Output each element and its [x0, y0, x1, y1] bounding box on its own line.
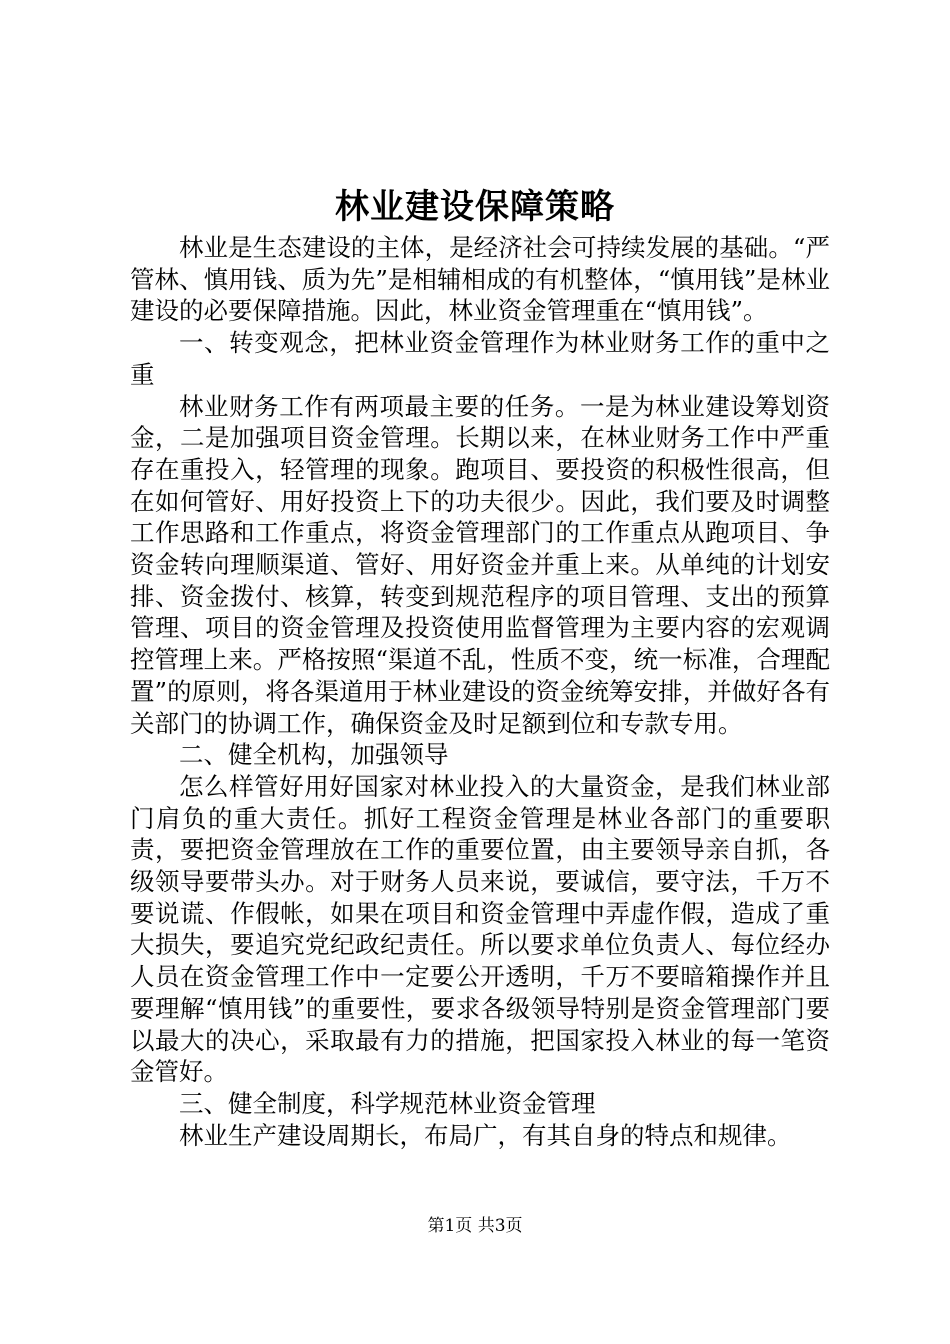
- section-heading-2: 二、健全机构，加强领导: [179, 740, 449, 770]
- document-title: 林业建设保障策略: [335, 187, 615, 227]
- paragraph-intro: 林业是生态建设的主体，是经济社会可持续发展的基础。“严管林、慎用钱、质为先”是相辅相成的有机整体，“慎用钱”是林业建设的必要保障措施。因此，林业资金管理重在“慎用钱”。: [130, 233, 830, 326]
- section-heading-1: 一、转变观念，把林业资金管理作为林业财务工作的重中之重: [130, 328, 830, 389]
- paragraph-section-2: 怎么样管好用好国家对林业投入的大量资金，是我们林业部门肩负的重大责任。抓好工程资金管理是林业各部门的重要职责，要把资金管理放在工作的重要位置，由主要领导亲自抓，各级领导要带头办。对于财务人员来说，要诚信，要守法，千万不要说谎、作假帐，如果在项目和资金管理中弄虚作假，造成了重大损失，要追究党纪政纪责任。所以要求单位负责人、每位经办人员在资金管理工作中一定要公开透明，千万不要暗箱操作并且要理解“慎用钱”的重要性，要求各级领导特别是资金管理部门要以最大的决心，采取最有力的措施，把国家投入林业的每一笔资金管好。: [130, 771, 830, 1087]
- document-body: [130, 232, 830, 1151]
- page-number-footer: 第1页 共3页: [427, 1216, 523, 1236]
- paragraph-section-1: 林业财务工作有两项最主要的任务。一是为林业建设筹划资金，二是加强项目资金管理。长期以来，在林业财务工作中严重存在重投入，轻管理的现象。跑项目、要投资的积极性很高，但在如何管好、用好投资上下的功夫很少。因此，我们要及时调整工作思路和工作重点，将资金管理部门的工作重点从跑项目、争资金转向理顺渠道、管好、用好资金并重上来。从单纯的计划安排、资金拨付、核算，转变到规范程序的项目管理、支出的预算管理、项目的资金管理及投资使用监督管理为主要内容的宏观调控管理上来。严格按照“渠道不乱，性质不变，统一标准，合理配置”的原则，将各渠道用于林业建设的资金统筹安排，并做好各有关部门的协调工作，确保资金及时足额到位和专款专用。: [130, 391, 830, 738]
- section-heading-3: 三、健全制度，科学规范林业资金管理: [179, 1088, 596, 1118]
- paragraph-section-3: 林业生产建设周期长，布局广，有其自身的特点和规律。: [179, 1120, 792, 1150]
